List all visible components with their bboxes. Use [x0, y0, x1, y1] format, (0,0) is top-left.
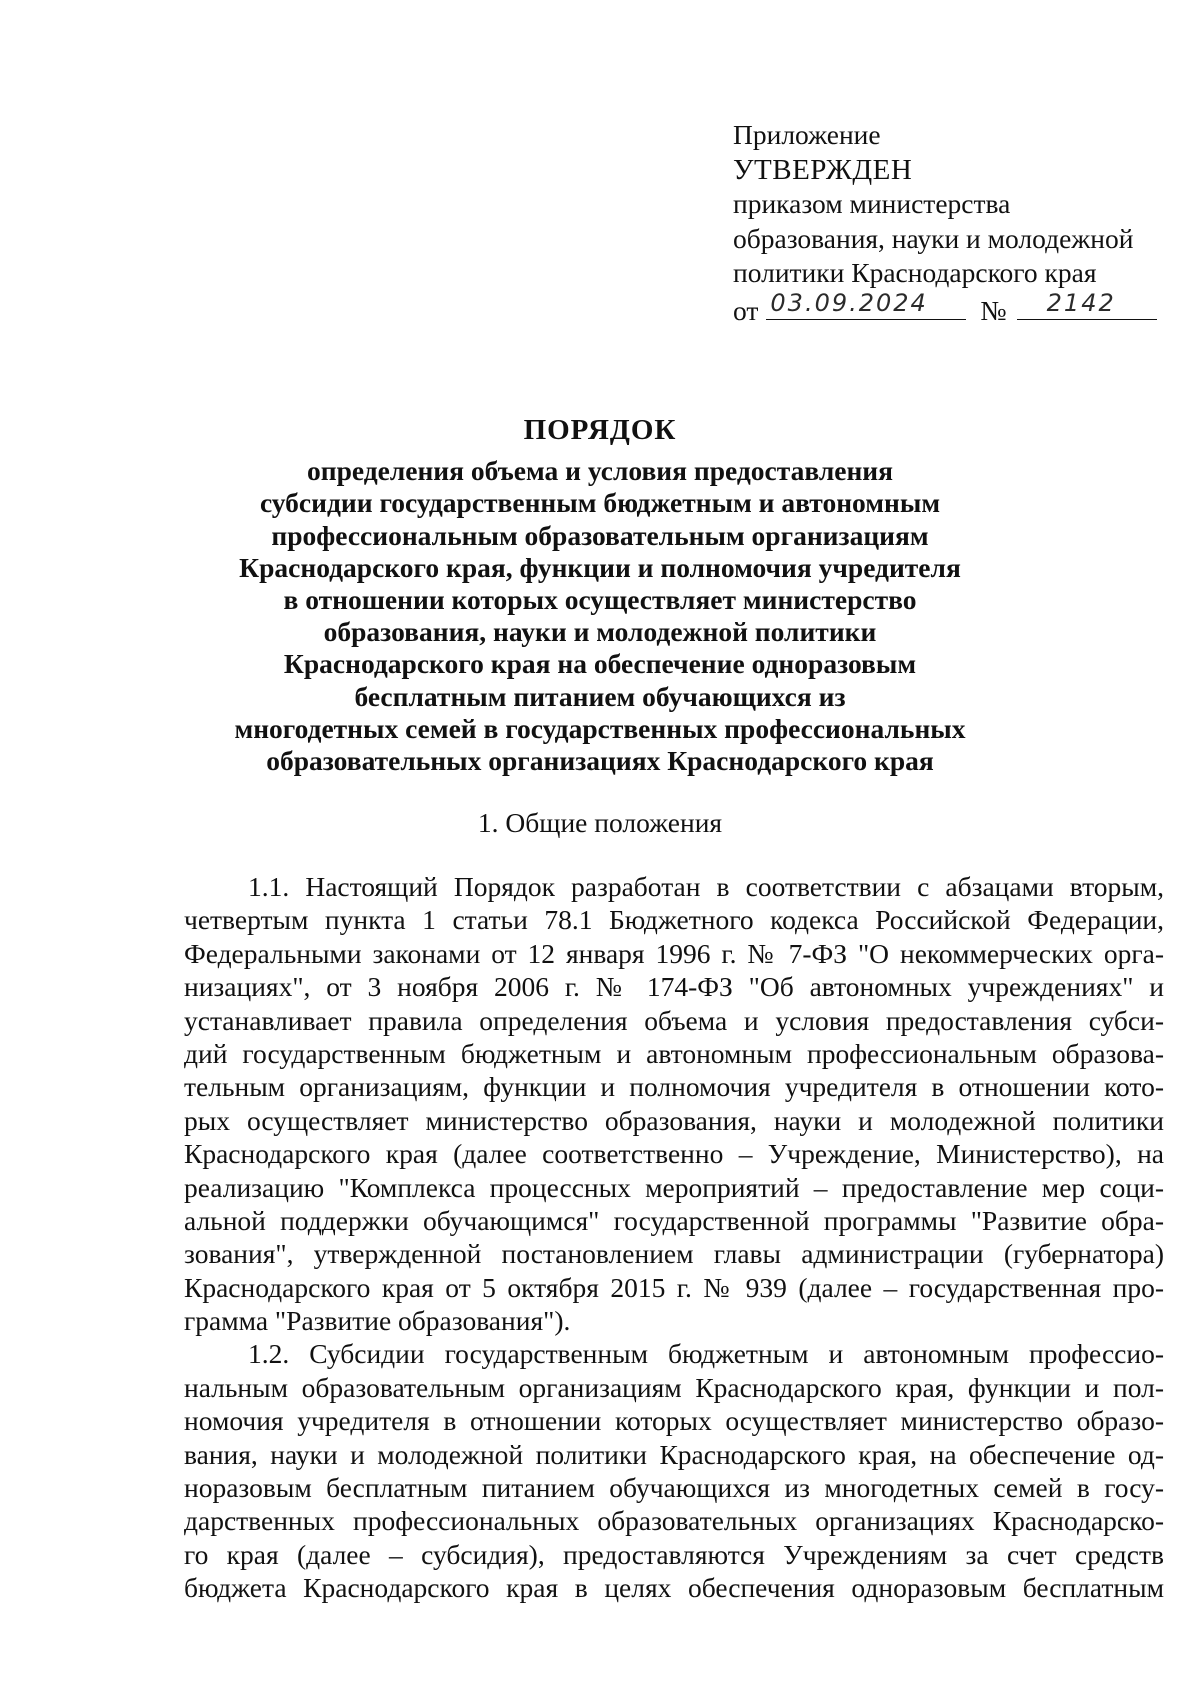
text-line: го края (далее – субсидия), предоставляются Учреждениям за счет средств	[184, 1538, 1164, 1570]
document-title-block	[0, 414, 1200, 777]
text-line: устанавливает правила определения объема и условия предоставления субси-	[184, 1004, 1164, 1036]
text-line: дарственных профессиональных образовательных организациях Краснодарско-	[184, 1505, 1164, 1537]
title-line: образования, науки и молодежной политики	[323, 616, 877, 648]
text-line: 1.2. Субсидии государственным бюджетным и автономным профессио-	[248, 1338, 1164, 1370]
text-line: нальным образовательным организациям Краснодарского края, функции и пол-	[184, 1371, 1164, 1403]
text-line: бюджета Краснодарского края в целях обеспечения одноразовым бесплатным	[184, 1572, 1164, 1604]
title-line: определения объема и условия предоставления	[306, 455, 894, 487]
body-text	[184, 870, 1164, 1605]
handwritten-number: 2142	[1046, 289, 1116, 317]
title-line: бесплатным питанием обучающихся из	[354, 680, 846, 712]
issuer-line: политики Краснодарского края	[733, 257, 1097, 288]
number-field	[1017, 291, 1157, 320]
text-line: 1.1. Настоящий Порядок разработан в соответствии с абзацами вторым,	[248, 871, 1164, 902]
text-line: четвертым пункта 1 статьи 78.1 Бюджетного кодекса Российской Федерации,	[184, 904, 1164, 936]
issuer-line: образования, науки и молодежной	[733, 222, 1134, 254]
text-line: норазовым бесплатным питанием обучающихся из многодетных семей в госу-	[184, 1472, 1164, 1504]
text-line: грамма "Развитие образования").	[184, 1305, 571, 1337]
number-sign: №	[980, 294, 1007, 326]
text-line: низациях", от 3 ноября 2006 г. № 174-ФЗ "Об автономных учреждениях" и	[184, 971, 1164, 1003]
paragraph-1-2	[184, 1337, 1164, 1604]
text-line: рых осуществляет министерство образования, науки и молодежной политики	[184, 1104, 1164, 1136]
date-prefix: от	[733, 294, 759, 326]
issuer-line: приказом министерства	[733, 188, 1011, 219]
appendix-label: Приложение	[733, 119, 881, 150]
approval-block	[733, 118, 1173, 328]
text-line: альной поддержки обучающимся" государственной программы "Развитие обра-	[184, 1204, 1164, 1236]
date-field	[766, 291, 966, 320]
title-line: в отношении которых осуществляет министерство	[283, 584, 917, 616]
text-line: дий государственным бюджетным и автономным профессиональным образова-	[184, 1037, 1164, 1069]
paragraph-1-1	[184, 870, 1164, 1337]
text-line: реализацию "Комплекса процессных мероприятий – предоставление мер соци-	[184, 1171, 1164, 1203]
title-line: многодетных семей в государственных профессиональных	[234, 712, 966, 744]
title-line: субсидии государственным бюджетным и автономным	[259, 487, 941, 519]
text-line: номочия учредителя в отношении которых осуществляет министерство образо-	[184, 1405, 1164, 1437]
text-line: зования", утвержденной постановлением главы администрации (губернатора)	[184, 1238, 1164, 1270]
section-heading: 1. Общие положения	[477, 807, 723, 838]
text-line: Краснодарского края (далее соответственно – Учреждение, Министерство), на	[184, 1138, 1164, 1170]
text-line: Федеральными законами от 12 января 1996 г. № 7-ФЗ "О некоммерческих орга-	[184, 937, 1164, 969]
title-line: Краснодарского края на обеспечение одноразовым	[283, 648, 917, 680]
approved-label: УТВЕРЖДЕН	[733, 153, 913, 186]
title-line: образовательных организациях Краснодарского края	[266, 745, 934, 777]
document-title: ПОРЯДОК	[523, 414, 677, 446]
text-line: вания, науки и молодежной политики Краснодарского края, на обеспечение од-	[184, 1438, 1164, 1470]
title-line: профессиональным образовательным организациям	[271, 519, 929, 551]
text-line: Краснодарского края от 5 октября 2015 г. № 939 (далее – государственная про-	[184, 1271, 1164, 1303]
title-line: Краснодарского края, функции и полномочия учредителя	[239, 551, 961, 583]
text-line: тельным организациям, функции и полномочия учредителя в отношении кото-	[184, 1071, 1164, 1103]
handwritten-date: 03.09.2024	[770, 289, 928, 317]
order-date-number-line	[733, 291, 1173, 329]
